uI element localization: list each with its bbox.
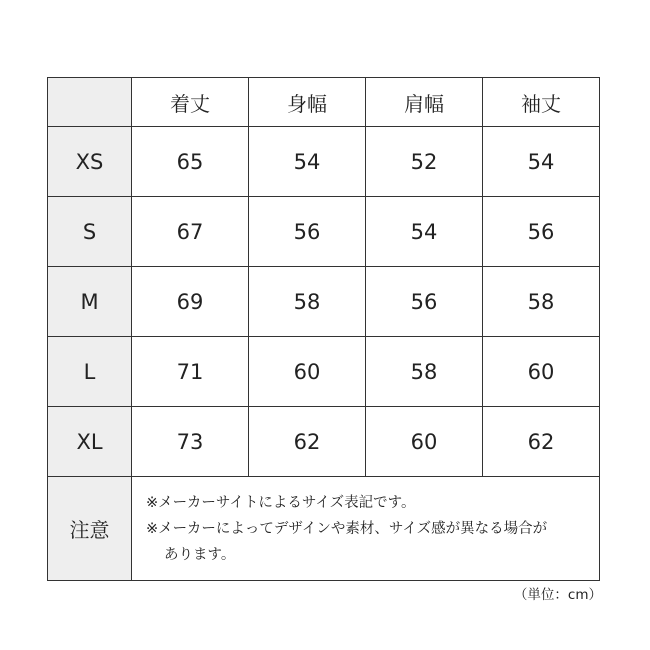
size-label: XS xyxy=(48,127,132,197)
table-row xyxy=(48,267,600,337)
table-cell: 62 xyxy=(483,407,600,477)
table-cell: 56 xyxy=(483,197,600,267)
note-label: 注意 xyxy=(48,477,132,581)
table-cell: 67 xyxy=(132,197,249,267)
column-header-shoulder-width: 肩幅 xyxy=(366,78,483,127)
table-row xyxy=(48,197,600,267)
note-line: ※メーカーによってデザインや素材、サイズ感が異なる場合が xyxy=(146,520,548,537)
size-label: L xyxy=(48,337,132,407)
size-label: XL xyxy=(48,407,132,477)
header-row xyxy=(48,78,600,127)
table-cell: 62 xyxy=(249,407,366,477)
table-cell: 73 xyxy=(132,407,249,477)
table-cell: 69 xyxy=(132,267,249,337)
table-cell: 54 xyxy=(483,127,600,197)
table-cell: 60 xyxy=(249,337,366,407)
table-cell: 60 xyxy=(483,337,600,407)
note-line: あります。 xyxy=(164,546,236,563)
column-header-sleeve-length: 袖丈 xyxy=(483,78,600,127)
size-label: S xyxy=(48,197,132,267)
size-label: M xyxy=(48,267,132,337)
table-cell: 71 xyxy=(132,337,249,407)
column-header-body-width: 身幅 xyxy=(249,78,366,127)
unit-label: （単位：cm） xyxy=(513,587,602,603)
table-row xyxy=(48,127,600,197)
table-cell: 65 xyxy=(132,127,249,197)
table-row xyxy=(48,407,600,477)
note-row xyxy=(48,477,600,581)
table-cell: 56 xyxy=(249,197,366,267)
size-chart-table xyxy=(47,77,600,581)
table-cell: 58 xyxy=(483,267,600,337)
table-row xyxy=(48,337,600,407)
table-cell: 54 xyxy=(249,127,366,197)
table-cell: 56 xyxy=(366,267,483,337)
note-line: ※メーカーサイトによるサイズ表記です。 xyxy=(146,494,416,511)
corner-cell xyxy=(48,78,132,127)
table-cell: 52 xyxy=(366,127,483,197)
table-cell: 58 xyxy=(366,337,483,407)
table-cell: 58 xyxy=(249,267,366,337)
note-cell xyxy=(132,477,600,581)
table-cell: 54 xyxy=(366,197,483,267)
table-cell: 60 xyxy=(366,407,483,477)
column-header-length: 着丈 xyxy=(132,78,249,127)
